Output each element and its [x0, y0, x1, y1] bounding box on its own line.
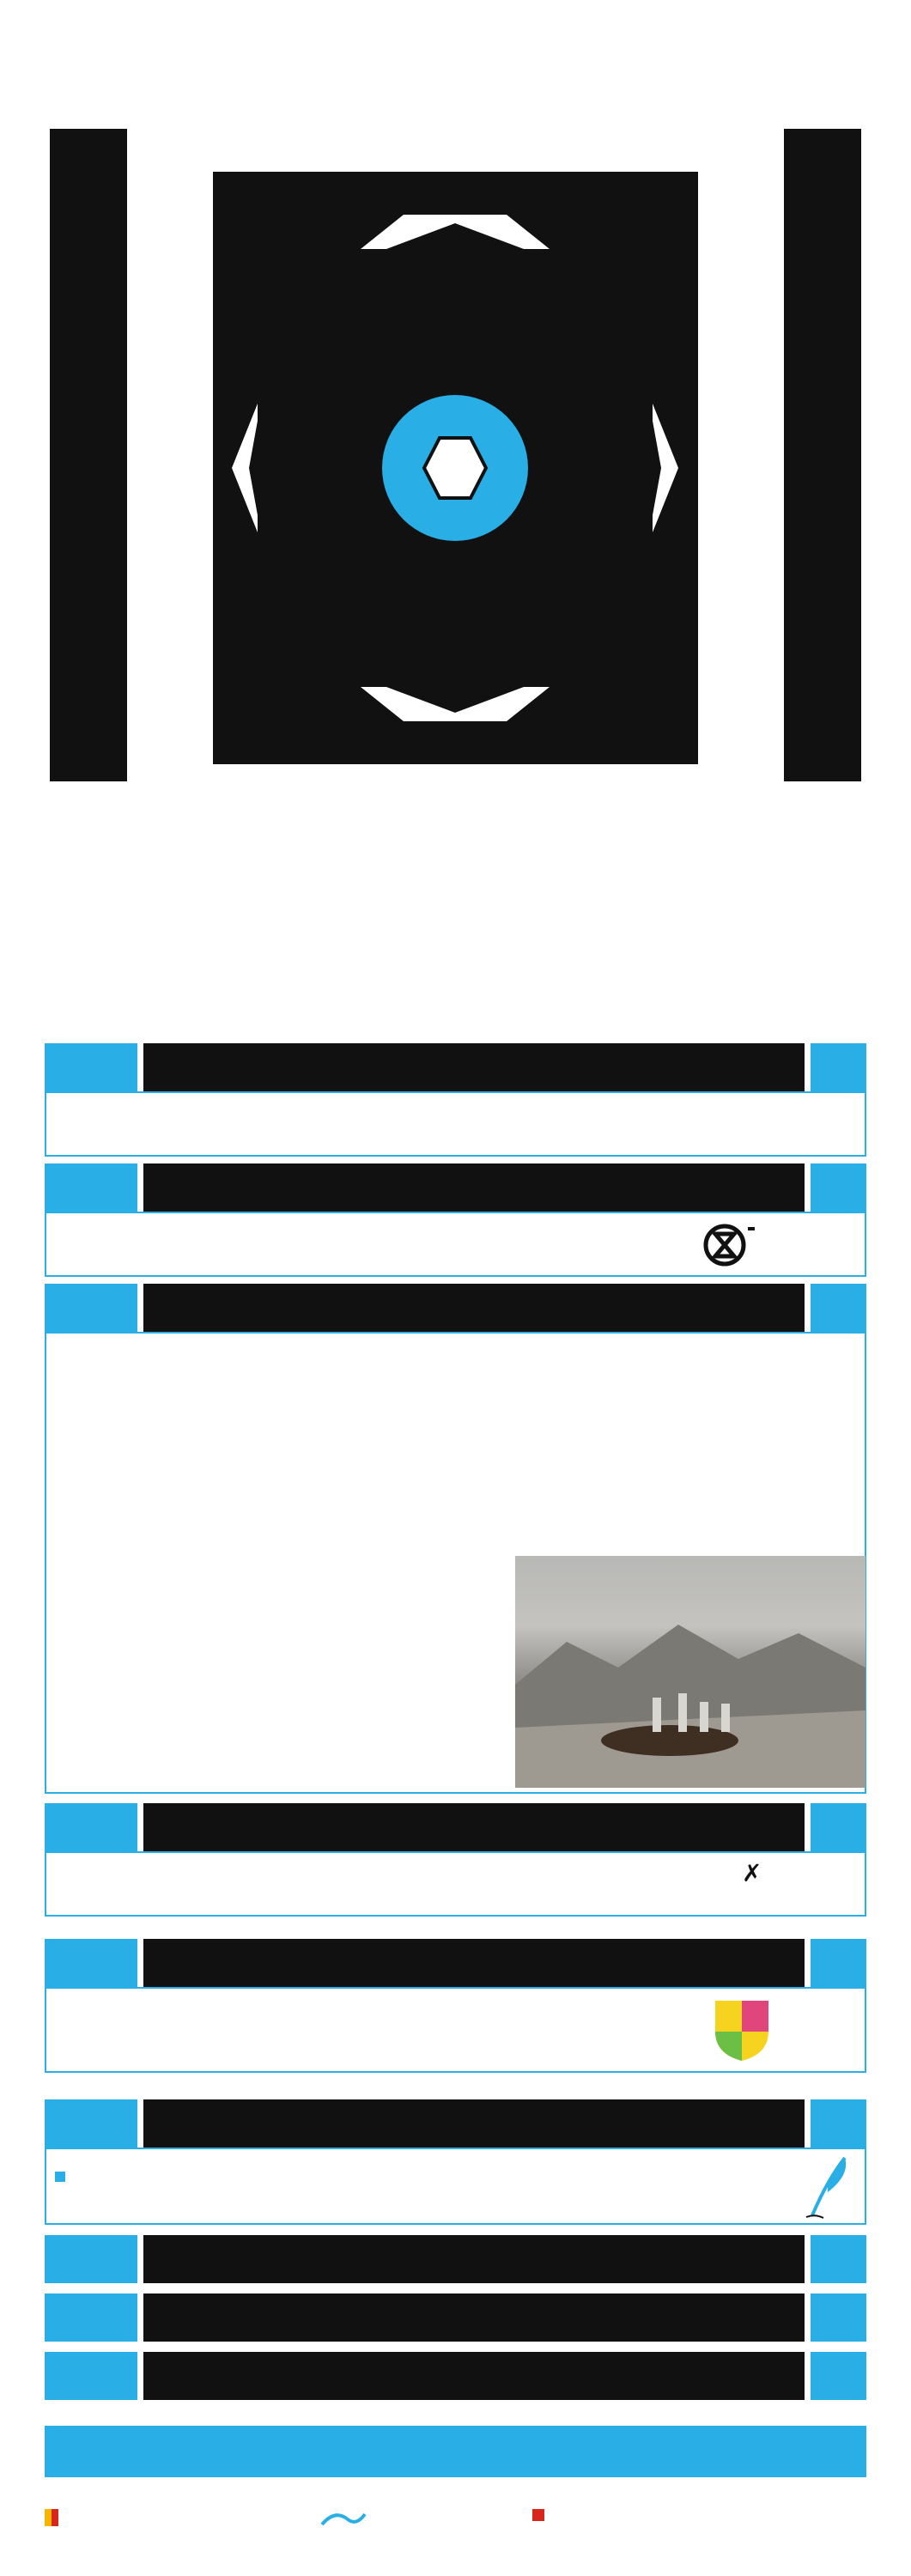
klagenfurt-logo — [318, 2507, 369, 2535]
event-time — [811, 1803, 866, 1851]
event-title — [143, 2235, 805, 2283]
event-time — [811, 1939, 866, 1987]
event-bar — [45, 1163, 866, 1212]
event-title — [143, 1939, 805, 1987]
event-time — [811, 2099, 866, 2148]
event-title — [143, 1284, 805, 1332]
event-description-box — [45, 2148, 866, 2225]
footer-responsibility-note — [45, 2426, 866, 2477]
event-title — [143, 1043, 805, 1091]
event-time — [811, 2352, 866, 2400]
event-photo-beetle — [515, 1556, 865, 1788]
event-time — [811, 1284, 866, 1332]
event-description-box — [45, 1987, 866, 2073]
event-date — [45, 2235, 137, 2283]
event-description-box — [45, 1851, 866, 1917]
event-date — [45, 1939, 137, 1987]
event-bar — [45, 1284, 866, 1332]
flower-emblem — [309, 322, 601, 614]
event-bar — [45, 2235, 866, 2283]
event-description-box — [45, 1091, 866, 1157]
mountain-photo-illustration — [515, 1556, 865, 1788]
event-bar — [45, 1803, 866, 1851]
event-date — [45, 2099, 137, 2148]
event-bar — [45, 2352, 866, 2400]
event-date — [45, 1284, 137, 1332]
event-title — [143, 2099, 805, 2148]
event-description-box — [45, 1212, 866, 1277]
quill-pen-icon — [802, 2154, 853, 2222]
left-column-bar — [50, 129, 127, 781]
event-date — [45, 1803, 137, 1851]
event-title — [143, 2293, 805, 2342]
event-date — [45, 1043, 137, 1091]
event-time — [811, 1043, 866, 1091]
event-bar — [45, 1043, 866, 1091]
shield-icon — [712, 1997, 772, 2063]
event-time — [811, 2235, 866, 2283]
kaernten-andas-logo — [712, 1997, 858, 2064]
event-date — [45, 2293, 137, 2342]
xr-hourglass-icon — [703, 1220, 746, 1270]
ventil-header-graphic — [0, 0, 911, 884]
event-time — [811, 2293, 866, 2342]
attac-logo: ✗ — [742, 1859, 762, 1887]
event-time — [811, 1163, 866, 1212]
event-bar — [45, 2099, 866, 2148]
event-title — [143, 2352, 805, 2400]
event-date — [45, 1163, 137, 1212]
phone-square-icon — [55, 2172, 65, 2182]
event-bar — [45, 1939, 866, 1987]
extinction-rebellion-logo — [703, 1220, 832, 1270]
land-kaernten-logo — [45, 2507, 106, 2528]
event-title — [143, 1803, 805, 1851]
right-column-bar — [784, 129, 861, 781]
event-description — [55, 2166, 65, 2188]
event-bar — [45, 2293, 866, 2342]
lindwurm-icon — [318, 2507, 369, 2531]
event-date — [45, 2352, 137, 2400]
event-title — [143, 1163, 805, 1212]
